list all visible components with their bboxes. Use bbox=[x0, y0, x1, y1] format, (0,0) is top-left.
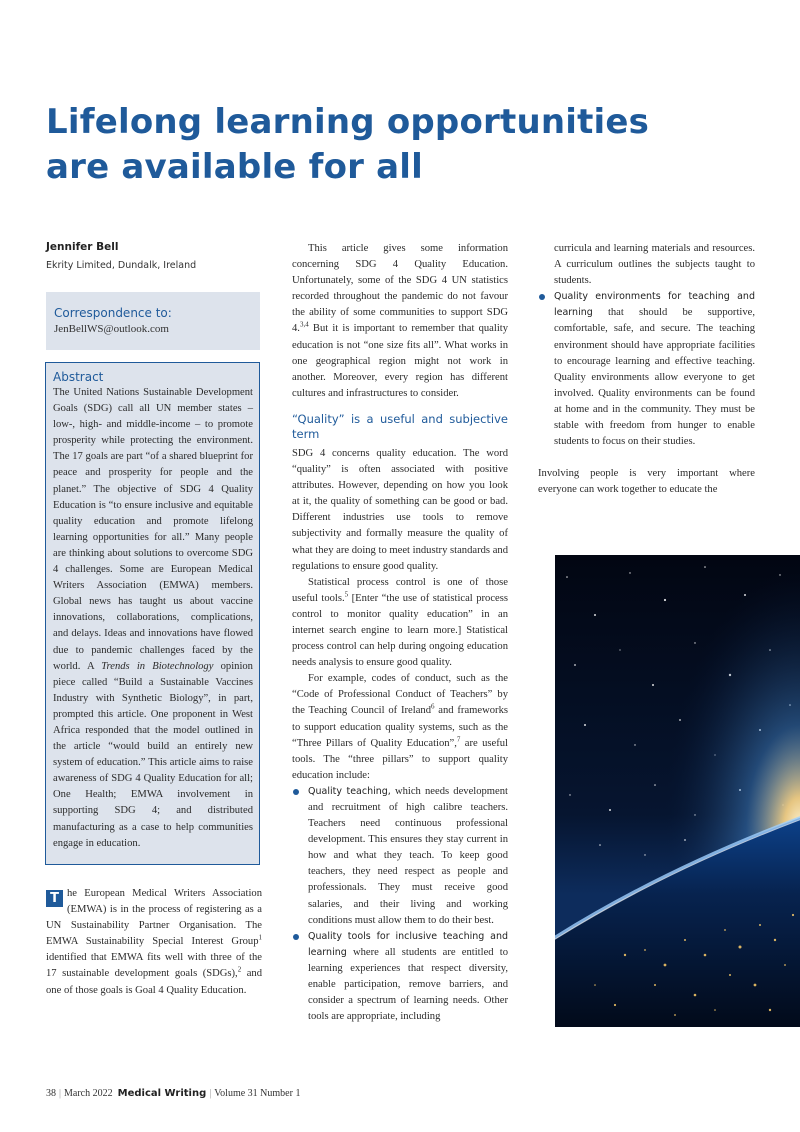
earth-from-space-image bbox=[555, 555, 800, 1027]
list-item: Quality tools for inclusive teaching and learning where all students are entitled to learning experiences that respect diversity, enable participation, remove barriers, and consider a spectrum of learning needs. Other tools are appropriate, including bbox=[292, 929, 508, 1026]
paragraph: Involving people is very important where everyone can work together to educate the bbox=[538, 468, 755, 496]
author-affiliation: Ekrity Limited, Dundalk, Ireland bbox=[46, 260, 197, 271]
intro-paragraph: T he European Medical Writers Association (EMWA) is in the process of registering as a UN Sustainability Partner Organisation. The EMWA Sustainability Special Interest Group$^1$ identified that EMWA fits well with three of the 17 sustainable development goals (SDGs),$^2$ and one of those goals is Goal 4 Quality Education. bbox=[46, 888, 263, 996]
paragraph: For example, codes of conduct, such as the “Code of Professional Conduct of Teachers” by the Teaching Council of Ireland$^6$ and frameworks to support education quality systems, such as the “Three Pillars of Quality Education”,$^7$ are useful tools. The “three pillars” to support quality education include: bbox=[292, 673, 508, 781]
paragraph: Statistical process control is one of those useful tools.$^5$ [Enter “the use of statistical process control to monitor quality education” in an internet search engine to learn more.] Statistical process control can help during ongoing education needs analysis to ensure good quality. bbox=[292, 576, 509, 669]
section-heading: “Quality” is a useful and subjective term bbox=[292, 411, 508, 441]
journal-title: Medical Writing bbox=[117, 1088, 207, 1099]
list-item: Quality teaching, which needs development and recruitment of high calibre teachers. Teachers need continuous professional development. This ensures they stay current in how and what they teach. To keep good teachers, they need respect as people and professionals. They must receive good salaries, and their living and working conditions must allow them to do their best. bbox=[292, 784, 508, 929]
abstract-text: The United Nations Sustainable Development Goals (SDG) call all UN member states – low-, high- and middle-income – to promote prosperity while protecting the environment. The 17 goals are part “of a shared blueprint for peace and prosperity for people and the planet.” The objective of SDG 4 Quality Education is “to ensure inclusive and equitable quality education and promote lifelong learning opportunities for all.” Many people are thinking about solutions to overcome SDG 4 challenges. Some are European Medical Writers Association (EMWA) members. Global news has taught us about vaccine innovations, collaborations, complications, and delays. Ideas and innovations have flowed due to pandemic challenges faced by the world. A Trends in Biotechnology opinion piece called “Build a Sustainable Vaccines Industry with Synthetic Biology”, in part, prompted this article. One proponent in West Africa responded that the model outlined in the article “would build an entirely new system of education.” This article aims to raise awareness of SDG 4 Quality Education for all; One Health; EMWA involvement in supporting SDG 4; and distributed manufacturing as a case to help communities engage in education. bbox=[53, 387, 253, 849]
pillars-list-continued bbox=[538, 289, 755, 450]
paragraph: SDG 4 concerns quality education. The word “quality” is often associated with positive attributes. However, depending on how you look at it, the quality of something can be good or bad. Different industries use tools to remove subjectivity and formally measure the quality of what they are doing to meet industry standards and regulations to ensure good quality. bbox=[292, 447, 508, 572]
correspondence-box bbox=[46, 292, 260, 350]
title-line-1: Lifelong learning opportunities bbox=[46, 102, 650, 142]
page-number: 38 bbox=[46, 1088, 56, 1099]
column-3 bbox=[538, 241, 755, 498]
earth-illustration bbox=[555, 555, 800, 1027]
drop-cap: T bbox=[46, 890, 63, 907]
volume-info: Volume 31 Number 1 bbox=[214, 1088, 301, 1099]
paragraph: This article gives some information concerning SDG 4 Quality Education. Unfortunately, some of the SDG 4 UN statistics recorded throughout the pandemic do not favour the ability of some communities to support SDG 4.$^{3,4}$ But it is important to remember that quality education is not “one size fits all”. What works in one geographical region might not work in another. Moreover, every region has different cultures and infrastructures to consider. bbox=[292, 243, 508, 399]
column-2 bbox=[292, 241, 508, 1025]
article-title bbox=[46, 100, 746, 190]
abstract-box bbox=[45, 362, 260, 865]
issue-date: March 2022 bbox=[64, 1088, 113, 1099]
journal-name: Trends in Biotechnology bbox=[101, 660, 214, 672]
title-line-2: are available for all bbox=[46, 147, 424, 187]
correspondence-heading: Correspondence to: bbox=[54, 306, 172, 320]
author-name: Jennifer Bell bbox=[46, 241, 119, 253]
pillars-list bbox=[292, 784, 508, 1025]
list-item: Quality environments for teaching and learning that should be supportive, comfortable, safe, and secure. The teaching environment should have appropriate facilities to encourage learning and effective teaching. Quality environments allow everyone to get involved. Quality environments can be found at home and in the community. They must be stable with freedom from hunger to enable students to focus on their studies. bbox=[538, 289, 755, 450]
abstract-heading: Abstract bbox=[53, 370, 104, 384]
list-continuation: curricula and learning materials and resources. A curriculum outlines the subjects taught to students. bbox=[554, 243, 755, 287]
page-footer: 38 | March 2022 Medical Writing | Volume 31 Number 1 bbox=[46, 1088, 301, 1099]
correspondence-email[interactable]: JenBellWS@outlook.com bbox=[54, 323, 169, 335]
